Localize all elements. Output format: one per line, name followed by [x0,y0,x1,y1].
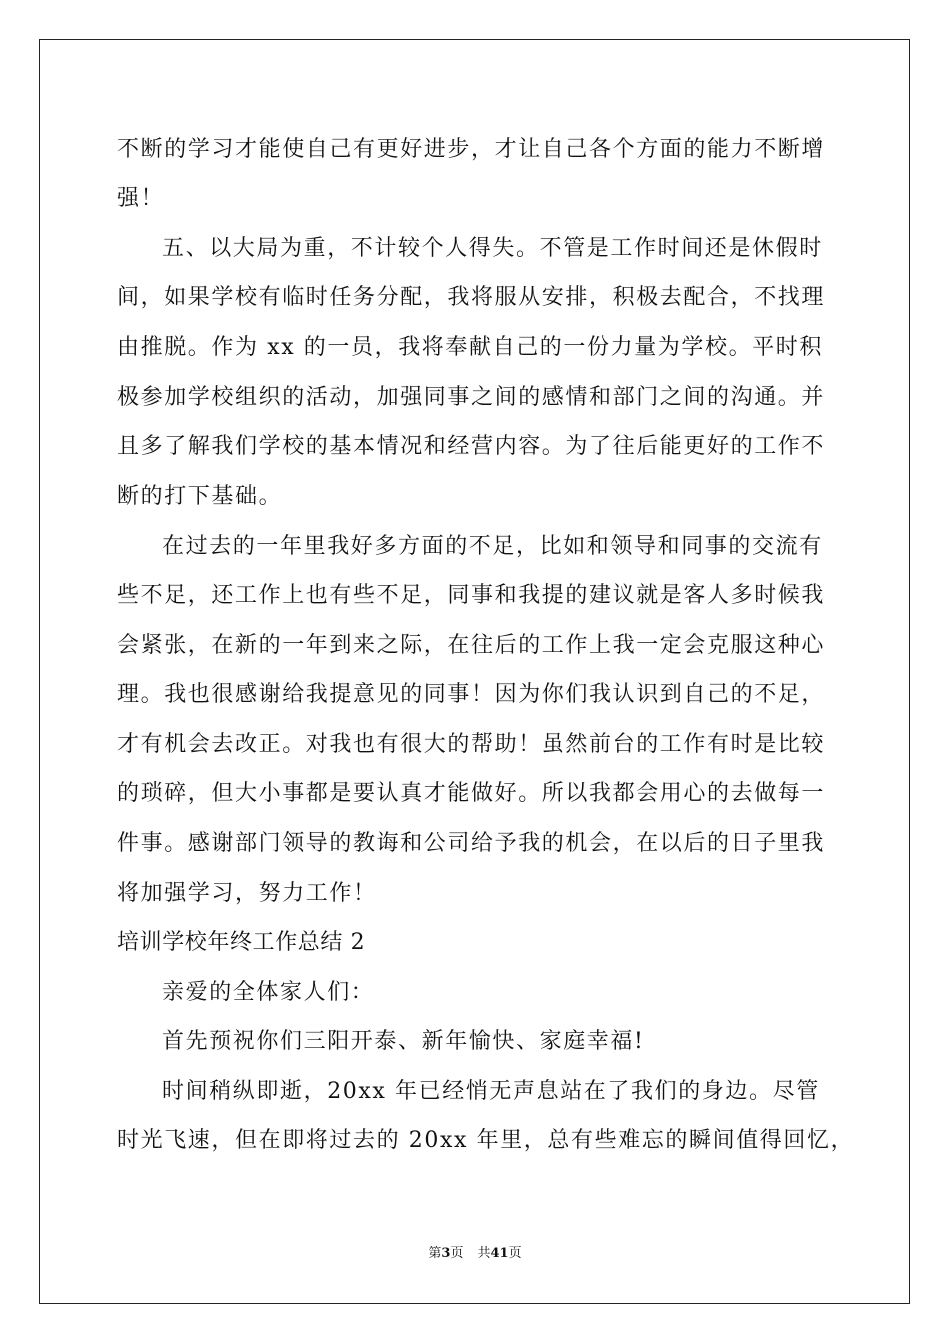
paragraph-first-line: 在过去的一年里我好多方面的不足，比如和领导和同事的交流有 [162,534,823,559]
paragraph-first-line: 五、以大局为重，不计较个人得失。不管是工作时间还是休假时 [162,236,823,261]
total-suffix: 页 [508,1246,522,1261]
page-border [39,39,910,1304]
total-prefix: 共 [477,1246,491,1261]
text-line: 的琐碎，但大小事都是要认真才能做好。所以我都会用心的去做每一 [117,781,826,806]
paragraph-first-line: 时间稍纵即逝，20xx 年已经悄无声息站在了我们的身边。尽管 [162,1079,820,1104]
page-current: 3 [441,1246,451,1261]
text-line: 理。我也很感谢给我提意见的同事！因为你们我认识到自己的不足， [117,682,826,707]
text-line: 会紧张，在新的一年到来之际，在往后的工作上我一定会克服这种心 [117,633,826,658]
text-line: 间，如果学校有临时任务分配，我将服从安排，积极去配合，不找理 [117,285,826,310]
text-line: 时光飞速，但在即将过去的 20xx 年里，总有些难忘的瞬间值得回忆， [117,1128,855,1153]
text-line: 强！ [117,186,165,211]
text-line: 件事。感谢部门领导的教诲和公司给予我的机会，在以后的日子里我 [117,831,826,856]
text-line: 将加强学习，努力工作！ [117,881,377,906]
salutation: 亲爱的全体家人们： [162,980,375,1005]
page-total: 41 [490,1246,509,1261]
text-line: 且多了解我们学校的基本情况和经营内容。为了往后能更好的工作不 [117,434,826,459]
text-line: 不断的学习才能使自己有更好进步，才让自己各个方面的能力不断增 [117,137,826,162]
page-footer [0,1245,950,1263]
page-suffix: 页 [450,1246,464,1261]
text-line: 断的打下基础。 [117,484,283,509]
text-line: 才有机会去改正。对我也有很大的帮助！虽然前台的工作有时是比较 [117,732,826,757]
paragraph-first-line: 首先预祝你们三阳开泰、新年愉快、家庭幸福! [162,1029,645,1054]
text-line: 些不足，还工作上也有些不足，同事和我提的建议就是客人多时候我 [117,583,826,608]
page-prefix: 第 [428,1246,442,1261]
text-line: 由推脱。作为 xx 的一员，我将奉献自己的一份力量为学校。平时积 [117,335,824,360]
section-heading: 培训学校年终工作总结 2 [117,930,366,955]
text-line: 极参加学校组织的活动，加强同事之间的感情和部门之间的沟通。并 [117,385,826,410]
